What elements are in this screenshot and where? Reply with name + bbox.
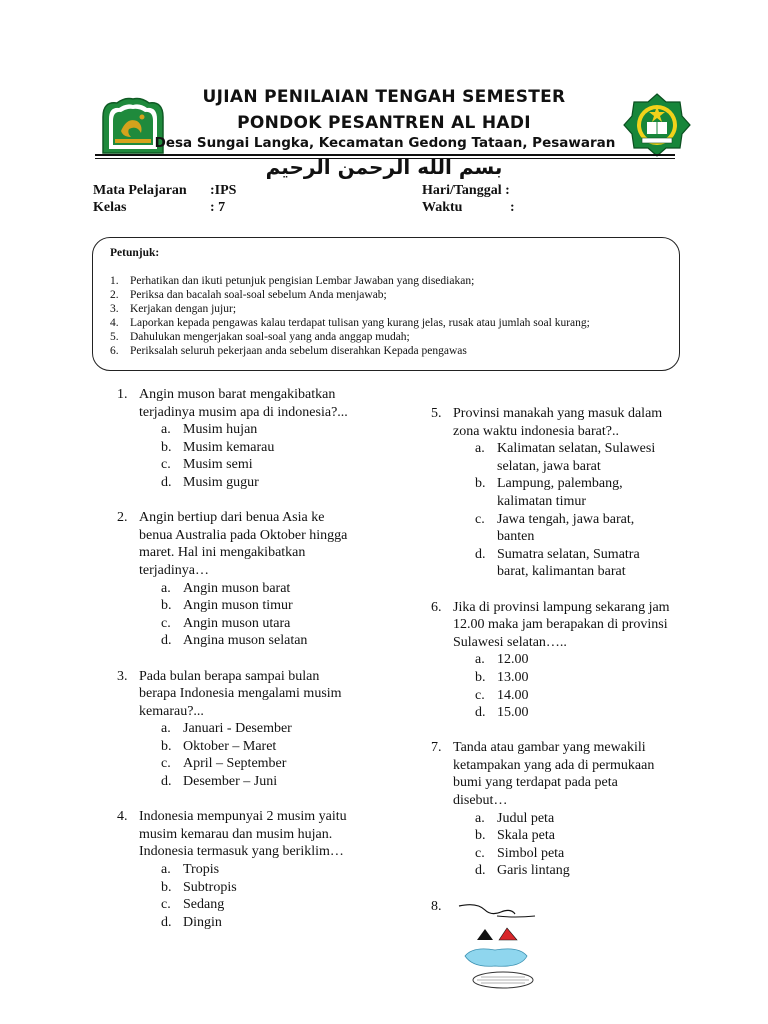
- option-letter: c.: [475, 687, 485, 703]
- question-spacer: [117, 650, 407, 668]
- option-letter: c.: [161, 615, 171, 631]
- answer-option: [117, 914, 407, 932]
- option-letter: a.: [161, 580, 171, 596]
- lake-symbol: [465, 949, 527, 966]
- question-text: Jika di provinsi lampung sekarang jam: [453, 599, 670, 615]
- instruction-item: [110, 274, 670, 288]
- answer-option: [117, 773, 407, 791]
- option-text: Musim hujan: [183, 422, 258, 438]
- option-letter: [475, 563, 497, 581]
- option-letter: a.: [475, 810, 485, 826]
- question-text: disebut…: [453, 793, 508, 809]
- answer-option: [431, 475, 701, 493]
- question-item: [117, 668, 407, 791]
- question-text: berapa Indonesia mengalami musim: [139, 686, 342, 702]
- answer-option: [431, 862, 701, 880]
- question-text: Pada bulan berapa sampai bulan: [139, 668, 320, 684]
- option-letter: b.: [475, 828, 486, 844]
- question-spacer: [117, 492, 407, 510]
- option-letter: [475, 493, 497, 511]
- option-letter: a.: [475, 652, 485, 668]
- option-text: selatan, jawa barat: [497, 458, 601, 474]
- question-line: [431, 634, 701, 652]
- question-number: 1.: [117, 387, 128, 402]
- option-text: April – September: [183, 756, 287, 772]
- answer-option: [117, 597, 407, 615]
- option-letter: [475, 528, 497, 546]
- river-symbol: [459, 905, 515, 914]
- answer-option: [431, 546, 701, 564]
- option-text: Angina muson selatan: [183, 633, 308, 649]
- map-symbols-figure: [455, 900, 545, 992]
- option-letter: a.: [161, 422, 171, 438]
- question-number: [431, 792, 453, 810]
- option-text: Tropis: [183, 862, 220, 878]
- option-text: 12.00: [497, 652, 529, 668]
- option-letter: d.: [475, 705, 486, 721]
- option-letter: c.: [161, 457, 171, 473]
- option-text: 13.00: [497, 669, 529, 685]
- question-number: 7.: [431, 740, 442, 756]
- question-item: [117, 509, 407, 650]
- question-line: [431, 423, 701, 441]
- mountain-symbol-red: [499, 928, 517, 940]
- option-letter: b.: [161, 598, 172, 614]
- class-value: : 7: [210, 200, 226, 215]
- question-number: [431, 634, 453, 652]
- answer-option: [117, 720, 407, 738]
- instructions-list: [110, 274, 670, 358]
- option-letter: a.: [475, 441, 485, 457]
- question-text: Indonesia termasuk yang beriklim…: [139, 844, 344, 860]
- question-line: [117, 562, 407, 580]
- question-line: [117, 808, 407, 826]
- question-number: [431, 757, 453, 775]
- answer-option: [117, 879, 407, 897]
- option-text: Simbol peta: [497, 845, 565, 861]
- time-value: :: [510, 200, 515, 215]
- instruction-text: Periksalah seluruh pekerjaan anda sebelum diserahkan Kepada pengawas: [130, 345, 467, 357]
- question-text: terjadinya…: [139, 562, 209, 578]
- question-item: [431, 739, 701, 880]
- question-text: Tanda atau gambar yang mewakili: [453, 740, 646, 756]
- instruction-number: 5.: [110, 331, 119, 343]
- question-line: [117, 668, 407, 686]
- option-letter: b.: [475, 669, 486, 685]
- option-text: Angin muson barat: [183, 580, 291, 596]
- questions-column-right: [431, 405, 701, 933]
- question-text: kemarau?...: [139, 703, 204, 719]
- question-line: [117, 843, 407, 861]
- option-text: Subtropis: [183, 879, 237, 895]
- question-spacer: [431, 880, 701, 898]
- answer-option: [431, 563, 701, 581]
- question-text: Angin bertiup dari benua Asia ke: [139, 510, 325, 526]
- instruction-item: [110, 316, 670, 330]
- time-label: Waktu: [422, 200, 463, 215]
- answer-option: [117, 738, 407, 756]
- answer-option: [117, 861, 407, 879]
- question-text: zona waktu indonesia barat?..: [453, 423, 619, 439]
- option-text: Sedang: [183, 897, 225, 913]
- answer-option: [117, 456, 407, 474]
- option-text: Lampung, palembang,: [497, 476, 623, 492]
- question-number: 6.: [431, 599, 442, 615]
- question-number: 8.: [431, 898, 442, 914]
- question-text: Provinsi manakah yang masuk dalam: [453, 406, 663, 421]
- option-text: Desember – Juni: [183, 774, 278, 790]
- question-text: musim kemarau dan musim hujan.: [139, 826, 333, 842]
- answer-option: [117, 439, 407, 457]
- question-line: [431, 792, 701, 810]
- question-number: 4.: [117, 809, 128, 825]
- instruction-number: 6.: [110, 345, 119, 357]
- question-item: [117, 808, 407, 931]
- option-text: 14.00: [497, 687, 529, 703]
- mountain-symbol: [477, 929, 493, 940]
- option-text: Judul peta: [497, 810, 555, 826]
- option-letter: a.: [161, 862, 171, 878]
- instruction-item: [110, 330, 670, 344]
- question-line: [431, 774, 701, 792]
- answer-option: [117, 755, 407, 773]
- instruction-number: 2.: [110, 289, 119, 301]
- answer-option: [431, 651, 701, 669]
- question-number: [117, 404, 139, 422]
- option-text: Januari - Desember: [183, 721, 292, 737]
- question-line: [431, 405, 701, 423]
- question-spacer: [431, 581, 701, 599]
- question-item: [117, 386, 407, 492]
- option-letter: c.: [161, 897, 171, 913]
- question-text: Sulawesi selatan…..: [453, 634, 567, 650]
- question-spacer: [431, 722, 701, 740]
- school-name: PONDOK PESANTREN AL HADI: [237, 113, 531, 133]
- option-letter: c.: [475, 511, 485, 527]
- answer-option: [431, 687, 701, 705]
- question-spacer: [117, 931, 407, 949]
- question-number: 3.: [117, 668, 128, 684]
- question-line: [117, 386, 407, 404]
- answer-option: [117, 580, 407, 598]
- option-text: Musim semi: [183, 457, 253, 473]
- instruction-item: [110, 288, 670, 302]
- instruction-number: 1.: [110, 275, 119, 287]
- instruction-text: Kerjakan dengan jujur;: [130, 303, 237, 315]
- option-text: Angin muson timur: [183, 598, 293, 614]
- instruction-item: [110, 302, 670, 316]
- option-letter: c.: [161, 756, 171, 772]
- option-letter: d.: [161, 633, 172, 649]
- answer-option: [431, 845, 701, 863]
- question-text: Indonesia mempunyai 2 musim yaitu: [139, 809, 347, 825]
- option-text: Oktober – Maret: [183, 738, 277, 754]
- question-line: [431, 616, 701, 634]
- instruction-text: Periksa dan bacalah soal-soal sebelum Anda menjawab;: [130, 289, 387, 301]
- question-number: [117, 826, 139, 844]
- option-text: barat, kalimantan barat: [497, 564, 626, 580]
- question-text: terjadinya musim apa di indonesia?...: [139, 404, 348, 420]
- option-text: Musim kemarau: [183, 439, 275, 455]
- answer-option: [431, 440, 701, 458]
- option-text: Skala peta: [497, 828, 555, 844]
- question-line: [117, 527, 407, 545]
- question-line: [431, 739, 701, 757]
- question-line: [117, 544, 407, 562]
- instruction-number: 3.: [110, 303, 119, 315]
- question-text: bumi yang terdapat pada peta: [453, 775, 618, 791]
- option-letter: b.: [475, 476, 486, 492]
- answer-option: [431, 493, 701, 511]
- school-address: Desa Sungai Langka, Kecamatan Gedong Tataan, Pesawaran: [154, 135, 616, 151]
- option-text: Musim gugur: [183, 474, 259, 490]
- question-text: Angin muson barat mengakibatkan: [139, 387, 336, 402]
- exam-title: UJIAN PENILAIAN TENGAH SEMESTER: [202, 87, 566, 107]
- instruction-text: Laporkan kepada pengawas kalau terdapat tulisan yang kurang jelas, rusak atau jumlah soal kurang;: [130, 317, 590, 329]
- instructions-title: Petunjuk:: [110, 247, 160, 259]
- option-text: Garis lintang: [497, 863, 570, 879]
- question-number: [431, 616, 453, 634]
- question-number: [117, 843, 139, 861]
- question-spacer: [117, 791, 407, 809]
- basmalah: بسم الله الرحمن الرحيم: [265, 155, 503, 179]
- question-line: [117, 404, 407, 422]
- question-number: [431, 423, 453, 441]
- option-letter: b.: [161, 879, 172, 895]
- question-text: ketampakan yang ada di permukaan: [453, 757, 655, 773]
- question-line: [117, 826, 407, 844]
- option-letter: b.: [161, 738, 172, 754]
- date-label: Hari/Tanggal :: [422, 183, 510, 198]
- subject-value: :IPS: [210, 183, 237, 198]
- question-text: 12.00 maka jam berapakan di provinsi: [453, 617, 668, 633]
- answer-option: [431, 528, 701, 546]
- question-line: [431, 757, 701, 775]
- option-text: banten: [497, 529, 535, 545]
- answer-option: [117, 632, 407, 650]
- question-number: [117, 544, 139, 562]
- option-text: Dingin: [183, 914, 222, 930]
- instruction-text: Perhatikan dan ikuti petunjuk pengisian Lembar Jawaban yang disediakan;: [130, 275, 475, 287]
- option-text: Kalimatan selatan, Sulawesi: [497, 441, 656, 457]
- question-number: [431, 774, 453, 792]
- questions-column-left: [117, 386, 407, 949]
- option-letter: b.: [161, 439, 172, 455]
- question-item: [431, 599, 701, 722]
- answer-option: [117, 615, 407, 633]
- option-text: Sumatra selatan, Sumatra: [497, 546, 640, 562]
- option-letter: d.: [161, 774, 172, 790]
- question-text: maret. Hal ini mengakibatkan: [139, 545, 306, 561]
- subject-label: Mata Pelajaran: [93, 183, 187, 198]
- answer-option: [431, 511, 701, 529]
- instruction-item: [110, 344, 670, 358]
- option-text: Jawa tengah, jawa barat,: [497, 511, 635, 527]
- question-text: benua Australia pada Oktober hingga: [139, 527, 348, 543]
- answer-option: [431, 810, 701, 828]
- answer-option: [431, 827, 701, 845]
- option-letter: [475, 458, 497, 476]
- question-line: [431, 599, 701, 617]
- question-line: [117, 509, 407, 527]
- option-letter: c.: [475, 845, 485, 861]
- question-number: 2.: [117, 510, 128, 526]
- question-number: [117, 703, 139, 721]
- question-number: 5.: [431, 406, 442, 421]
- option-letter: d.: [475, 546, 486, 562]
- option-text: Angin muson utara: [183, 615, 291, 631]
- answer-option: [431, 458, 701, 476]
- question-number: [117, 685, 139, 703]
- option-text: 15.00: [497, 705, 529, 721]
- option-letter: d.: [161, 914, 172, 930]
- instruction-text: Dahulukan mengerjakan soal-soal yang anda anggap mudah;: [130, 331, 410, 343]
- option-letter: d.: [475, 863, 486, 879]
- answer-option: [117, 896, 407, 914]
- option-text: kalimatan timur: [497, 493, 587, 509]
- option-letter: a.: [161, 721, 171, 737]
- option-letter: d.: [161, 474, 172, 490]
- question-number: [117, 527, 139, 545]
- question-line: [117, 703, 407, 721]
- question-item: [431, 405, 701, 581]
- answer-option: [431, 704, 701, 722]
- answer-option: [431, 669, 701, 687]
- class-label: Kelas: [93, 200, 127, 215]
- answer-option: [117, 474, 407, 492]
- instruction-number: 4.: [110, 317, 119, 329]
- question-line: [117, 685, 407, 703]
- answer-option: [117, 421, 407, 439]
- question-number: [117, 562, 139, 580]
